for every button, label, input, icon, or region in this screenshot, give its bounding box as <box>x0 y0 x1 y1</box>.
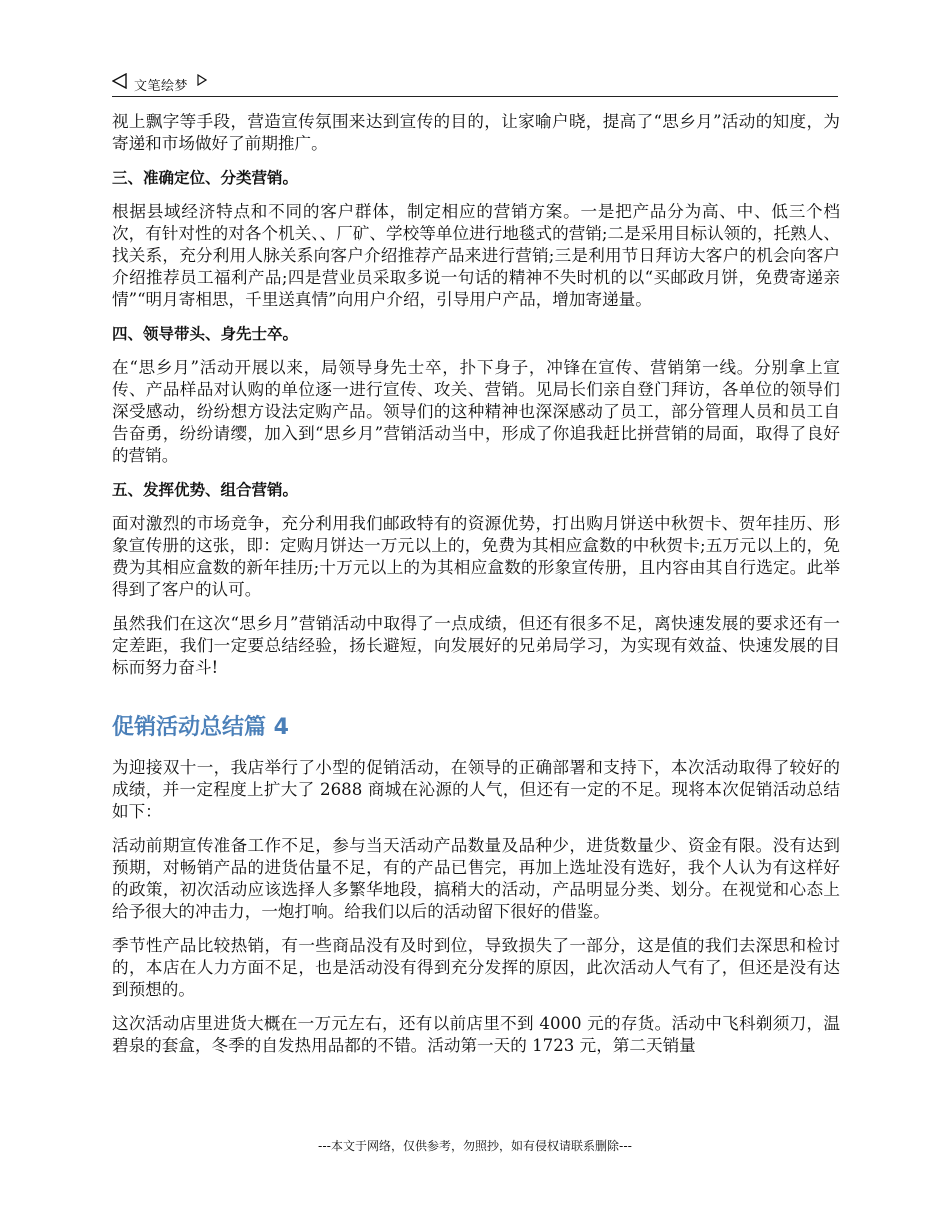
heading-section-5: 五、发挥优势、组合营销。 <box>112 481 299 499</box>
heading-section-4: 四、领导带头、身先士卒。 <box>112 325 299 343</box>
paragraph-intro: 视上飘字等手段，营造宣传氛围来达到宣传的目的，让家喻户晓，提高了“思乡月”活动的知度，为寄递和市场做好了前期推广。 <box>112 112 840 153</box>
paragraph-part4-1: 为迎接双十一，我店举行了小型的促销活动，在领导的正确部署和支持下，本次活动取得了较好的成绩，并一定程度上扩大了 2688 商城在沁源的人气，但还有一定的不足。现将本次促销活动总结如下： <box>112 758 840 821</box>
footer-notice: ---本文于网络，仅供参考，勿照抄，如有侵权请联系删除--- <box>318 1139 632 1153</box>
paragraph-part4-2: 活动前期宣传准备工作不足，参与当天活动产品数量及品种少，进货数量少、资金有限。没有达到预期，对畅销产品的进货估量不足，有的产品已售完，再加上选址没有选好，我个人认为有这样好的政策，初次活动应该选择人多繁华地段，搞稍大的活动，产品明显分类、划分。在视觉和心态上给予很大的冲击力，一炮打响。给我们以后的活动留下很好的借鉴。 <box>112 836 840 921</box>
paragraph-section-3: 根据县域经济特点和不同的客户群体，制定相应的营销方案。一是把产品分为高、中、低三个档次，有针对性的对各个机关、、厂矿、学校等单位进行地毯式的营销;二是采用目标认领的，托熟人、找关系，充分利用人脉关系向客户介绍推荐产品来进行营销;三是利用节日拜访大客户的机会向客户介绍推荐员工福利产品;四是营业员采取多说一句话的精神不失时机的以“买邮政月饼，免费寄递亲情”“明月寄相思，千里送真情”向用户介绍，引导用户产品，增加寄递量。 <box>112 202 840 309</box>
header-brand: 文笔绘梦 <box>134 79 189 94</box>
document-body <box>112 111 840 1069</box>
triangle-right-icon <box>197 74 207 86</box>
paragraph-section-5: 面对激烈的市场竞争，充分利用我们邮政特有的资源优势，打出购月饼送中秋贺卡、贺年挂历、形象宣传册的这张，即：定购月饼达一万元以上的，免费为其相应盒数的中秋贺卡;五万元以上的，免费为其相应盒数的新年挂历;十万元以上的为其相应盒数的形象宣传册，且内容由其自行选定。此举得到了客户的认可。 <box>112 514 840 599</box>
heading-section-3: 三、准确定位、分类营销。 <box>112 169 299 187</box>
section-title-part-4: 促销活动总结篇 4 <box>112 715 289 740</box>
paragraph-section-4: 在“思乡月”活动开展以来，局领导身先士卒，扑下身子，冲锋在宣传、营销第一线。分别拿上宣传、产品样品对认购的单位逐一进行宣传、攻关、营销。见局长们亲自登门拜访，各单位的领导们深受感动，纷纷想方设法定购产品。领导们的这种精神也深深感动了员工，部分管理人员和员工自告奋勇，纷纷请缨，加入到“思乡月”营销活动当中，形成了你追我赶比拼营销的局面，取得了良好的营销。 <box>112 358 840 465</box>
triangle-left-icon <box>112 73 128 89</box>
paragraph-conclusion: 虽然我们在这次“思乡月”营销活动中取得了一点成绩，但还有很多不足，离快速发展的要求还有一定差距，我们一定要总结经验，扬长避短，向发展好的兄弟局学习，为实现有效益、快速发展的目标而努力奋斗! <box>112 614 840 677</box>
page-header <box>112 70 838 97</box>
paragraph-part4-3: 季节性产品比较热销，有一些商品没有及时到位，导致损失了一部分，这是值的我们去深思和检讨的，本店在人力方面不足，也是活动没有得到充分发挥的原因，此次活动人气有了，但还是没有达到预想的。 <box>112 936 840 999</box>
paragraph-part4-4: 这次活动店里进货大概在一万元左右，还有以前店里不到 4000 元的存货。活动中飞科剃须刀，温碧泉的套盒，冬季的自发热用品都的不错。活动第一天的 1723 元，第二天销量 <box>112 1014 840 1055</box>
